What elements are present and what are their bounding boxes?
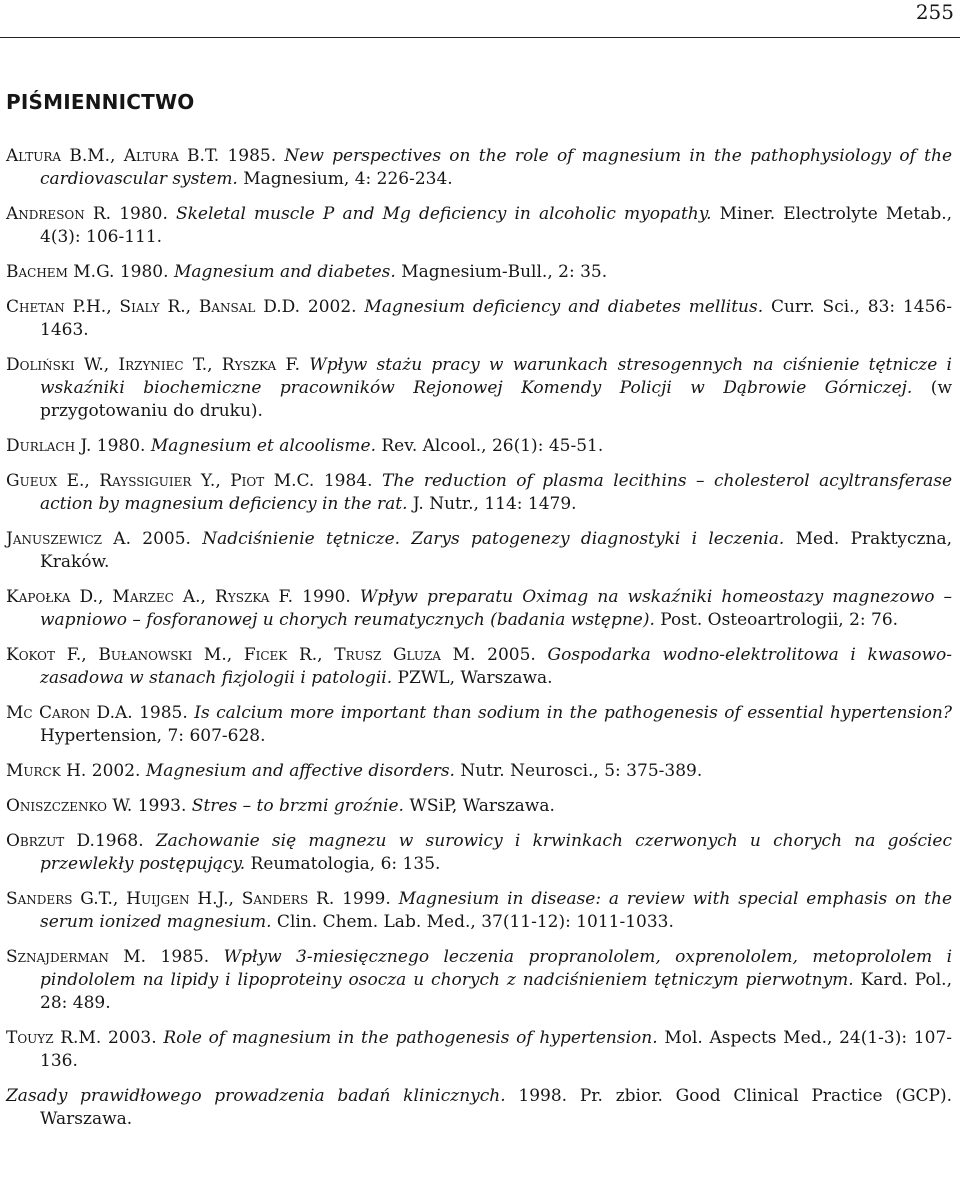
reference-source: Magnesium-Bull., 2: 35. [395,262,608,282]
reference-title: New perspectives on the role of magnesium in the pathophysiology of the cardiovascular system. [40,146,953,189]
reference-source: 1998. Pr. zbior. Good Clinical Practice (GCP). Warszawa. [40,1086,953,1129]
reference-year: 1985. [146,947,224,967]
reference-year: 1968. [94,831,156,851]
reference-item [6,888,952,934]
reference-title: Is calcium more important than sodium in the pathogenesis of essential hypertension? [194,703,952,723]
reference-year: 2002. [300,297,365,317]
reference-source: Hypertension, 7: 607-628. [40,726,266,746]
reference-title: Role of magnesium in the pathogenesis of hypertension. [163,1028,658,1048]
reference-item [6,1085,952,1131]
reference-year: 1984. [314,471,382,491]
reference-year: 1985. [132,703,195,723]
reference-year: 2002. [86,761,146,781]
reference-authors: Kokot F., Bułanowski M., Ficek R., Trusz Gluza M. [6,645,476,665]
reference-source: (w przygotowaniu do druku). [40,378,952,421]
reference-authors: Altura B.M., Altura B.T. [6,146,220,166]
reference-item [6,1027,952,1073]
reference-source: PZWL, Warszawa. [392,668,553,688]
reference-item [6,760,952,783]
reference-title: Magnesium and diabetes. [173,262,396,282]
reference-year: 2005. [130,529,203,549]
reference-authors: Obrzut D. [6,831,95,851]
reference-source: Mol. Aspects Med., 24(1-3): 107-136. [40,1028,953,1071]
reference-title: The reduction of plasma lecithins – cholesterol acyltransferase action by magnesium deficiency in the rat. [40,471,952,514]
reference-item [6,296,952,342]
reference-title: Magnesium et alcoolisme. [150,436,376,456]
reference-title: Skeletal muscle P and Mg deficiency in alcoholic myopathy. [175,204,712,224]
reference-source: Kard. Pol., 28: 489. [40,970,952,1013]
reference-list [6,145,952,1143]
reference-item [6,435,952,458]
reference-title: Wpływ preparatu Oximag na wskaźniki homeostazy magnezowo – wapniowo – fosforanowej u chorych reumatycznych (badania wstępne). [40,587,952,630]
reference-authors: Gueux E., Rayssiguier Y., Piot M.C. [6,471,315,491]
page-title: PIŚMIENNICTWO [6,90,195,114]
reference-year: 1980. [91,436,151,456]
reference-item [6,795,952,818]
reference-item [6,946,952,1015]
reference-title: Wpływ stażu pracy w warunkach stresogennych na ciśnienie tętnicze i wskaźniki biochemiczne pracowników Rejonowej Komendy Policji w Dąbrowie Górniczej. [40,355,952,398]
reference-item [6,528,952,574]
reference-item [6,354,952,423]
reference-source: Clin. Chem. Lab. Med., 37(11-12): 1011-1033. [271,912,674,932]
reference-title: Wpływ 3-miesięcznego leczenia propranololem, oxprenololem, metoprololem i pindololem na lipidy i lipoproteiny osocza u chorych z nadciśnieniem tętniczym pierwotnym. [40,947,953,990]
reference-year: 1993. [132,796,192,816]
reference-year: 1985. [219,146,285,166]
reference-title: Magnesium deficiency and diabetes mellitus. [364,297,764,317]
reference-title: Zasady prawidłowego prowadzenia badań klinicznych. [6,1086,506,1106]
reference-authors: Januszewicz A. [6,529,131,549]
reference-item [6,586,952,632]
reference-item [6,644,952,690]
reference-year: 1980. [114,262,174,282]
reference-item [6,203,952,249]
reference-source: Miner. Electrolyte Metab., 4(3): 106-111. [40,204,953,247]
reference-item [6,145,952,191]
reference-year: 2003. [101,1028,164,1048]
reference-title: Stres – to brzmi groźnie. [191,796,404,816]
reference-authors: Kapołka D., Marzec A., Ryszka F. [6,587,294,607]
page-number: 255 [915,0,954,24]
reference-source: J. Nutr., 114: 1479. [407,494,577,514]
reference-authors: Murck H. [6,761,87,781]
reference-title: Nadciśnienie tętnicze. Zarys patogenezy diagnostyki i leczenia. [202,529,785,549]
reference-authors: Doliński W., Irzyniec T., Ryszka F. [6,355,301,375]
reference-item [6,830,952,876]
reference-title: Zachowanie się magnezu w surowicy i krwinkach czerwonych u chorych na gościec przewlekły postępujący. [40,831,953,874]
header-rule [0,37,960,38]
reference-year: 1990. [293,587,360,607]
reference-item [6,261,952,284]
reference-authors: Sanders G.T., Huijgen H.J., Sanders R. [6,889,335,909]
reference-item [6,702,952,748]
reference-authors: Andreson R. [6,204,112,224]
reference-year: 1999. [334,889,399,909]
reference-authors: Touyz R.M. [6,1028,102,1048]
reference-source: Rev. Alcool., 26(1): 45-51. [375,436,604,456]
reference-source: Med. Praktyczna, Kraków. [40,529,953,572]
reference-source: Reumatologia, 6: 135. [245,854,441,874]
reference-source: WSiP, Warszawa. [403,796,555,816]
reference-authors: Mc Caron D.A. [6,703,133,723]
reference-authors: Sznajderman M. [6,947,147,967]
reference-source: Post. Osteoartrologii, 2: 76. [654,610,899,630]
reference-title: Magnesium in disease: a review with special emphasis on the serum ionized magnesium. [40,889,952,932]
reference-source: Magnesium, 4: 226-234. [237,169,453,189]
reference-title: Magnesium and affective disorders. [145,761,455,781]
reference-year: 1980. [111,204,176,224]
reference-title: Gospodarka wodno-elektrolitowa i kwasowo-zasadowa w stanach fizjologii i patologii. [40,645,952,688]
reference-authors: Durlach J. [6,436,92,456]
reference-year: 2005. [475,645,548,665]
reference-item [6,470,952,516]
reference-source: Curr. Sci., 83: 1456-1463. [40,297,952,340]
reference-authors: Chetan P.H., Sialy R., Bansal D.D. [6,297,301,317]
reference-source: Nutr. Neurosci., 5: 375-389. [454,761,703,781]
reference-authors: Oniszczenko W. [6,796,133,816]
reference-year [300,355,309,375]
reference-authors: Bachem M.G. [6,262,115,282]
